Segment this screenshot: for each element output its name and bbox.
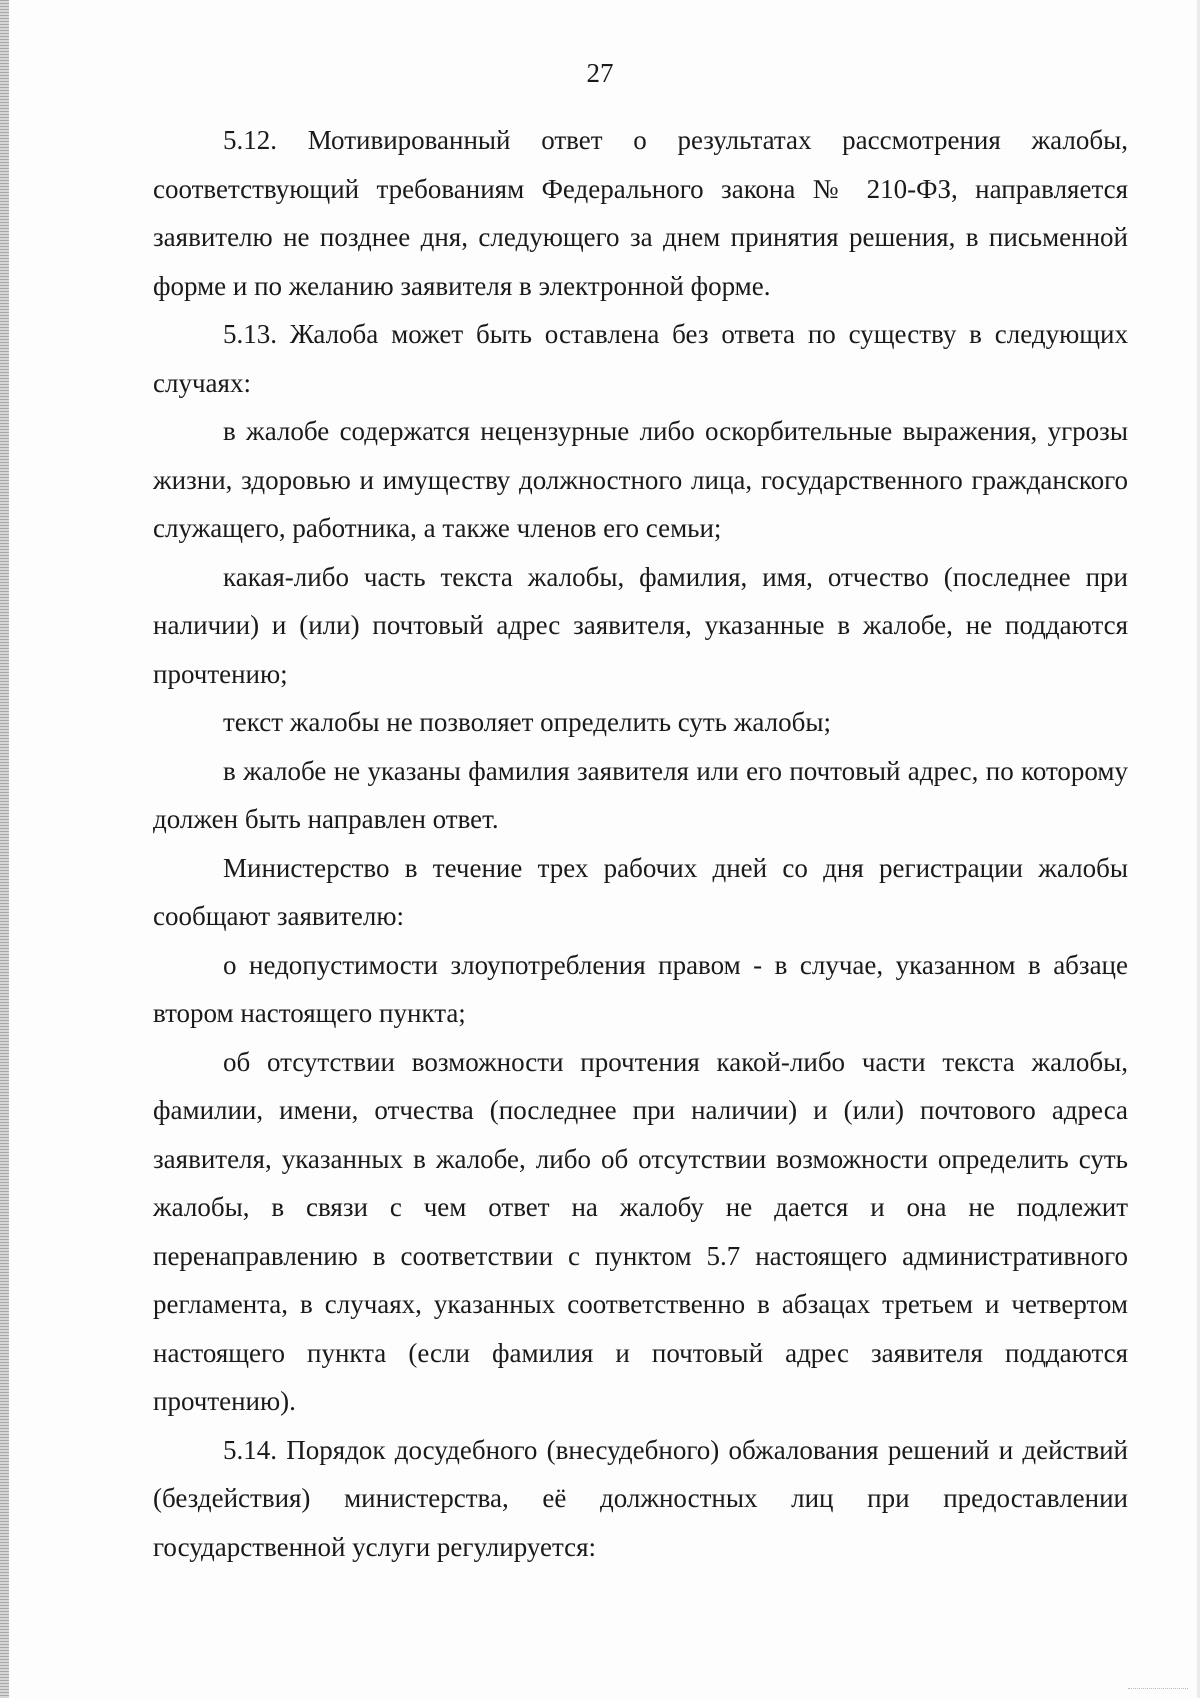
paragraph-undefined-essence: текст жалобы не позволяет определить суть жалобы; [223, 707, 831, 737]
paragraph-unreadable-notice: об отсутствии возможности прочтения какой-либо части текста жалобы, фамилии, имени, отчества (последнее при наличии) и (или) почтового адреса заявителя, указанных в жалобе, либо об отсутствии возможности определить суть жалобы, в связи с чем ответ на жалобу не дается и она не подлежит перенаправлению в соответствии с пунктом 5.7 настоящего административного регламента, в случаях, указанных соответственно в абзацах третьем и четвертом настоящего пункта (если фамилия и почтовый адрес заявителя поддаются прочтению). [153, 1046, 1128, 1416]
paragraph-unreadable-text: какая-либо часть текста жалобы, фамилия, имя, отчество (последнее при наличии) и (или) почтовый адрес заявителя, указанные в жалобе, не поддаются прочтению; [153, 561, 1128, 689]
paragraph-5-13: 5.13. Жалоба может быть оставлена без ответа по существу в следующих случаях: [153, 319, 1128, 398]
scan-edge-left [0, 0, 9, 1698]
paragraph-no-address: в жалобе не указаны фамилия заявителя или его почтовый адрес, по которому должен быть направлен ответ. [153, 755, 1128, 834]
paragraph-obscene-content: в жалобе содержатся нецензурные либо оскорбительные выражения, угрозы жизни, здоровью и имуществу должностного лица, государственного гражданского служащего, работника, а также членов его семьи; [153, 416, 1128, 543]
paragraph-5-14: 5.14. Порядок досудебного (внесудебного) обжалования решений и действий (бездействия) министерства, её должностных лиц при предоставлении государственной услуги регулируется: [153, 1434, 1128, 1562]
page-number: 27 [586, 58, 614, 88]
document-body [153, 116, 1128, 1571]
paragraph-ministry-notice: Министерство в течение трех рабочих дней со дня регистрации жалобы сообщают заявителю: [153, 852, 1128, 931]
scan-artifact [1128, 1688, 1188, 1692]
paragraph-5-12: 5.12. Мотивированный ответ о результатах рассмотрения жалобы, соответствующий требованиям Федерального закона № 210-ФЗ, направляется заявителю не позднее дня, следующего за днем принятия решения, в письменной форме и по желанию заявителя в электронной форме. [153, 125, 1128, 301]
paragraph-abuse-of-right: о недопустимости злоупотребления правом - в случае, указанном в абзаце втором настоящего пункта; [153, 949, 1128, 1028]
